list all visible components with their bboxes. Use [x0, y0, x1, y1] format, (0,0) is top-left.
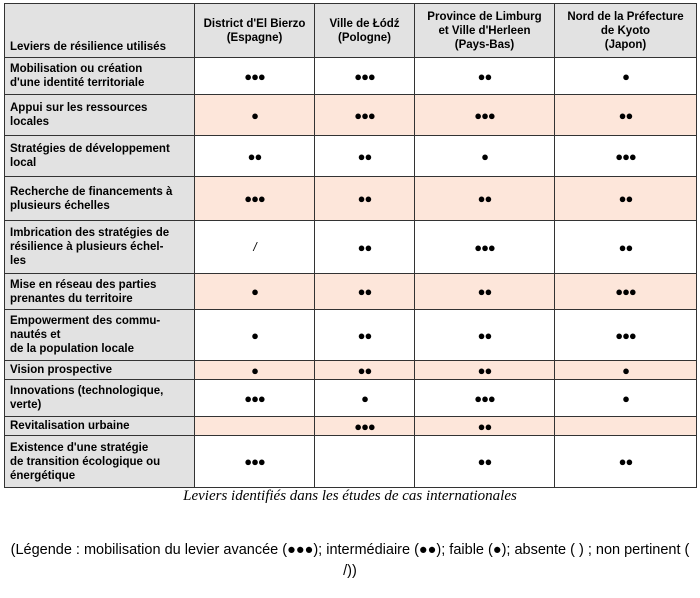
lever-rating: ●: [315, 380, 415, 417]
lever-rating: ●: [195, 95, 315, 136]
table-row: [5, 417, 697, 436]
table-body: [5, 58, 697, 488]
table-row: [5, 361, 697, 380]
lever-name: Stratégies de développement local: [5, 136, 195, 177]
header-kyoto: Nord de la Préfecture de Kyoto (Japon): [555, 4, 697, 58]
lever-name: Innovations (technologique, verte): [5, 380, 195, 417]
table-row: [5, 436, 697, 488]
lever-name: Mise en réseau des parties prenantes du territoire: [5, 274, 195, 310]
lever-rating: ●●: [315, 177, 415, 221]
lever-name: Recherche de financements à plusieurs échelles: [5, 177, 195, 221]
table-row: [5, 136, 697, 177]
lever-rating: ●●: [315, 310, 415, 361]
lever-rating: ●: [415, 136, 555, 177]
lever-name: Revitalisation urbaine: [5, 417, 195, 436]
lever-rating: ●●●: [315, 58, 415, 95]
header-levers: Leviers de résilience utilisés: [5, 4, 195, 58]
lever-rating: ●●●: [315, 417, 415, 436]
header-lodz: Ville de Łódź (Pologne): [315, 4, 415, 58]
header-el-bierzo: District d'El Bierzo (Espagne): [195, 4, 315, 58]
lever-rating: ●: [195, 361, 315, 380]
lever-rating: ●●: [415, 417, 555, 436]
table-caption: Leviers identifiés dans les études de cas internationales: [183, 488, 517, 504]
lever-name: Vision prospective: [5, 361, 195, 380]
table-row: [5, 221, 697, 274]
lever-name: Appui sur les ressources locales: [5, 95, 195, 136]
lever-rating: ●●●: [315, 95, 415, 136]
lever-rating: ●●●: [555, 136, 697, 177]
lever-rating: ●●: [415, 310, 555, 361]
legend-note: (Légende : mobilisation du levier avancée (●●●); intermédiaire (●●); faible (●); absente ( ) ; non pertinent ( /)): [10, 542, 690, 579]
lever-rating: ●: [195, 310, 315, 361]
lever-rating: ●●: [415, 177, 555, 221]
lever-rating: ●: [555, 58, 697, 95]
lever-rating: ●●●: [415, 221, 555, 274]
lever-rating: ●●●: [415, 95, 555, 136]
lever-name: Empowerment des commu- nautés et de la population locale: [5, 310, 195, 361]
table-row: [5, 58, 697, 95]
lever-rating: [315, 436, 415, 488]
resilience-levers-table: [4, 3, 697, 488]
lever-rating: ●●●: [195, 177, 315, 221]
lever-rating: ●●●: [195, 380, 315, 417]
lever-rating: ●●: [555, 177, 697, 221]
lever-rating: ●●: [415, 274, 555, 310]
lever-rating: ●: [555, 380, 697, 417]
table-row: [5, 380, 697, 417]
header-limburg: Province de Limburg et Ville d'Herleen (Pays-Bas): [415, 4, 555, 58]
lever-rating: ●●: [555, 436, 697, 488]
lever-rating: ●●: [555, 95, 697, 136]
lever-rating: ●●: [415, 436, 555, 488]
lever-rating: ●●: [315, 136, 415, 177]
lever-rating: ●●●: [555, 310, 697, 361]
lever-rating: ●●●: [555, 274, 697, 310]
lever-rating: ●●: [415, 361, 555, 380]
lever-rating: [555, 417, 697, 436]
lever-rating: ●●●: [415, 380, 555, 417]
table-row: [5, 95, 697, 136]
lever-rating: ●●: [315, 361, 415, 380]
lever-rating: ●●: [555, 221, 697, 274]
lever-rating: ●●: [315, 274, 415, 310]
lever-rating: [195, 417, 315, 436]
lever-name: Existence d'une stratégie de transition écologique ou énergétique: [5, 436, 195, 488]
table-row: [5, 274, 697, 310]
table-row: [5, 177, 697, 221]
lever-name: Mobilisation ou création d'une identité territoriale: [5, 58, 195, 95]
lever-rating: ●●: [195, 136, 315, 177]
table-row: [5, 310, 697, 361]
lever-rating: ●●: [415, 58, 555, 95]
lever-rating: ●: [555, 361, 697, 380]
lever-rating: /: [195, 221, 315, 274]
lever-rating: ●●●: [195, 436, 315, 488]
lever-rating: ●: [195, 274, 315, 310]
table-header-row: [5, 4, 697, 58]
lever-rating: ●●: [315, 221, 415, 274]
lever-name: Imbrication des stratégies de résilience à plusieurs échel- les: [5, 221, 195, 274]
lever-rating: ●●●: [195, 58, 315, 95]
